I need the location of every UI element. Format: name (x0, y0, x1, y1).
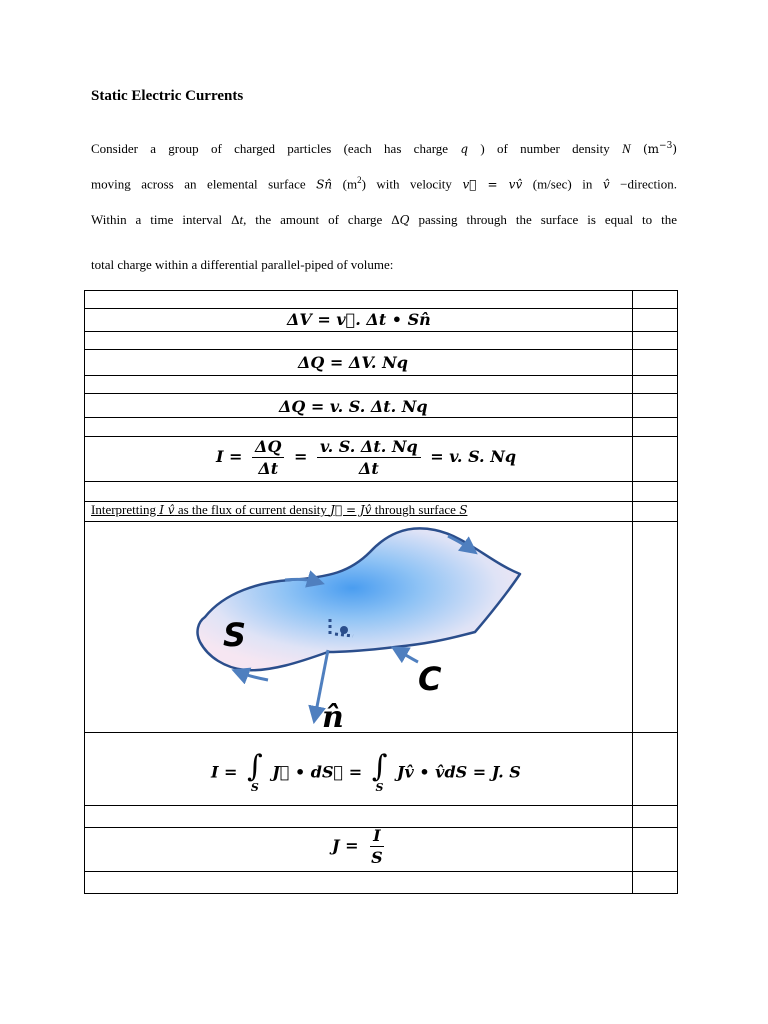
table-row-divider (85, 481, 677, 482)
interpretation-caption: Interpretting I v̂ as the flux of current density J⃗ = Jv̂ through surface S (91, 502, 468, 517)
table-row-divider (85, 417, 677, 418)
document-heading: Static Electric Currents (91, 88, 244, 104)
label-n-hat: n̂ (322, 700, 344, 732)
paragraph-line-2: moving across an elemental surface Sn̂ $(m^2)$ with velocity v⃗ = vv̂ (m/sec) in v̂ −direction. (91, 175, 677, 192)
table-row-divider (85, 308, 677, 309)
equation-volume: ΔV = v⃗. Δt • Sn̂ (287, 310, 431, 329)
table-row-divider (85, 871, 677, 872)
paragraph-line-4: total charge within a differential parallel-piped of volume: (91, 257, 394, 272)
surface-point (340, 626, 348, 634)
table-row-divider (85, 732, 677, 733)
fraction-vsdtnq-dt: $\frac{v. S. \Delta t. Nq}{\Delta t}$ (317, 437, 421, 478)
boundary-arrow-left (238, 672, 268, 680)
table-row-divider (85, 331, 677, 332)
table-column-divider (632, 291, 633, 893)
boundary-arrow-bottom (397, 650, 418, 662)
table-row-divider (85, 393, 677, 394)
integral-sign: ∫ S (371, 749, 388, 794)
equation-current: I = $\frac{\Delta Q}{\Delta t}$ = $\frac{v. S. \Delta t. Nq}{\Delta t}$ = v. S. Nq (216, 437, 517, 478)
table-row-divider (85, 349, 677, 350)
fraction-dq-dt: $\frac{\Delta Q}{\Delta t}$ (252, 437, 284, 478)
paragraph-line-1: Consider a group of charged particles (each has charge q ) of number density N $(m^{-3})$ (91, 141, 678, 156)
paragraph-line-3: Within a time interval Δt, the amount of charge ΔQ passing through the surface is equal to the (91, 212, 677, 227)
label-c: C (418, 660, 442, 698)
equation-flux-integral: I = ∫ S J⃗ • dS⃗ = ∫ S Jv̂ • v̂dS = J. S (211, 749, 521, 794)
integral-sign: ∫ S (247, 749, 263, 794)
equation-current-density: J = $\frac{I}{S}$ (332, 826, 390, 867)
table-row-divider (85, 805, 677, 806)
equation-charge: ΔQ = ΔV. Nq (298, 353, 408, 372)
equation-charge-expanded: ΔQ = v. S. Δt. Nq (279, 397, 428, 416)
table-row-divider (85, 375, 677, 376)
fraction-i-over-s: $\frac{I}{S}$ (371, 826, 383, 867)
label-s: S (223, 616, 247, 654)
surface-diagram (190, 522, 525, 732)
